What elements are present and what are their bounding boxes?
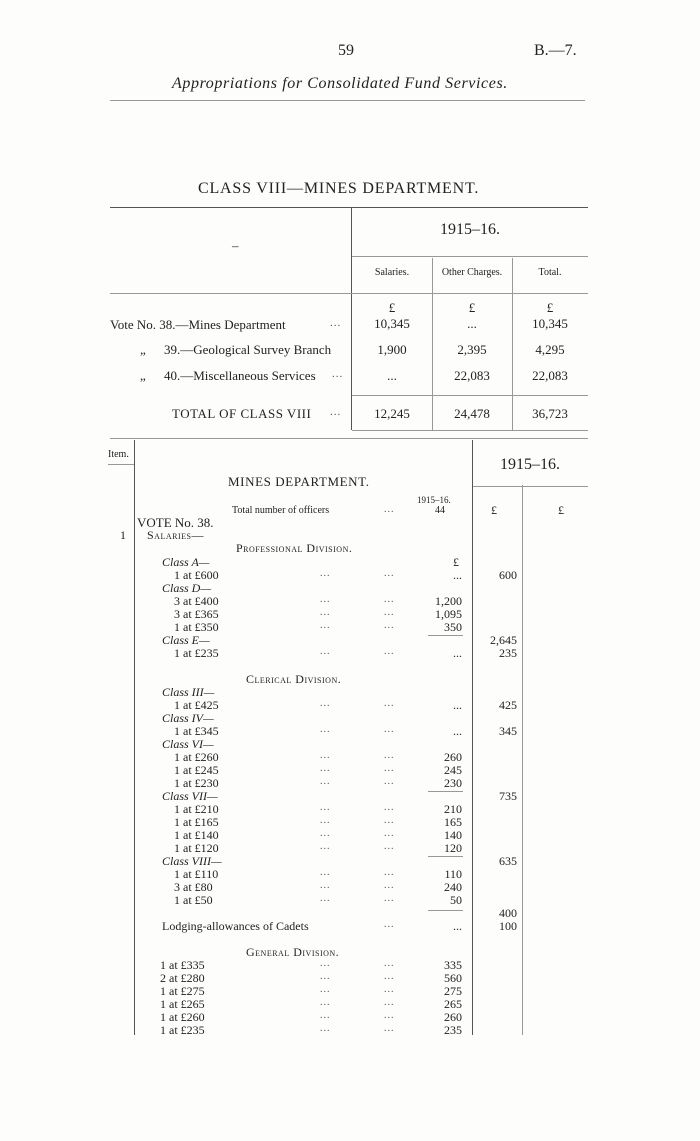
officers-count: 44 — [435, 505, 445, 516]
vote-39-total: 4,295 — [535, 342, 565, 357]
class-subtotal: 425 — [499, 698, 517, 712]
vote-40-other: 22,083 — [454, 368, 490, 383]
detail-heading: MINES DEPARTMENT. — [228, 474, 370, 489]
leader-dots: ... — [320, 867, 331, 878]
salary-line-label: 1 at £335 — [160, 958, 205, 972]
leader-dots: ... — [384, 763, 395, 774]
lodging-total: 100 — [499, 919, 517, 933]
salary-line-label: 1 at £600 — [174, 568, 219, 582]
salary-line-label: 1 at £235 — [160, 1023, 205, 1037]
salary-line-label: 1 at £50 — [174, 893, 213, 907]
class-iii-label: Class III— — [162, 685, 215, 699]
total-other: 24,478 — [454, 406, 490, 421]
detail-year: 1915–16. — [500, 456, 560, 473]
salary-line-amount: 335 — [444, 958, 462, 972]
vote-38-total: 10,345 — [532, 316, 568, 331]
salary-line-label: 1 at £425 — [174, 698, 219, 712]
item-number: 1 — [120, 528, 126, 542]
officers-year: 1915–16. — [417, 495, 451, 505]
leader-dots: ... — [320, 594, 331, 605]
leader-dots: ... — [320, 802, 331, 813]
total-salaries: 12,245 — [374, 406, 410, 421]
summary-year: 1915–16. — [440, 221, 500, 238]
salary-line-amount: ... — [453, 698, 462, 712]
col-header-total: Total. — [538, 267, 562, 278]
salary-line-amount: 110 — [444, 867, 462, 881]
col-header-salaries: Salaries. — [374, 267, 410, 278]
leader-dots: ... — [320, 997, 331, 1008]
leader-dots: ... — [384, 919, 395, 930]
summary-year-rule — [352, 256, 588, 257]
class-subtotal: 600 — [499, 568, 517, 582]
currency-total: £ — [546, 300, 554, 315]
leader-dots: ... — [384, 607, 395, 618]
salary-line-label: 1 at £210 — [174, 802, 219, 816]
salary-line-amount: 210 — [444, 802, 462, 816]
salary-line-amount: 275 — [444, 984, 462, 998]
salary-line-label: 1 at £140 — [174, 828, 219, 842]
leader-dots: ... — [320, 763, 331, 774]
col-header-other: Other Charges. — [441, 267, 503, 278]
leader-dots: ... — [384, 802, 395, 813]
leader-dots: ... — [384, 620, 395, 631]
class-subtotal: 2,645 — [490, 633, 517, 647]
salary-line-label: 1 at £260 — [174, 750, 219, 764]
leader-dots: ... — [320, 841, 331, 852]
class-vi-label: Class VI— — [162, 737, 214, 751]
detail-year-rule — [473, 486, 588, 487]
leader-dots: ... — [332, 368, 344, 380]
class-subtotal: 400 — [499, 906, 517, 920]
salary-line-label: 1 at £165 — [174, 815, 219, 829]
summary-stub-dash: – — [232, 238, 239, 253]
item-label-rule — [108, 464, 134, 465]
class-subtotal: 345 — [499, 724, 517, 738]
total-class-label: TOTAL OF CLASS VIII — [172, 406, 312, 421]
detail-currency-1: £ — [491, 503, 497, 517]
ditto-mark: „ — [140, 368, 146, 383]
subtotal-rule — [428, 635, 463, 636]
salary-line-amount: 1,095 — [435, 607, 462, 621]
salary-line-label: 1 at £235 — [174, 646, 219, 660]
subtotal-rule — [428, 910, 463, 911]
total-total: 36,723 — [532, 406, 568, 421]
salary-line-label: 1 at £230 — [174, 776, 219, 790]
leader-dots: ... — [384, 958, 395, 969]
salary-line-amount: 140 — [444, 828, 462, 842]
salary-line-label: 1 at £260 — [160, 1010, 205, 1024]
salary-line-amount: 165 — [444, 815, 462, 829]
salary-line-amount: 260 — [444, 750, 462, 764]
leader-dots: ... — [384, 594, 395, 605]
leader-dots: ... — [384, 698, 395, 709]
salary-line-amount: 230 — [444, 776, 462, 790]
vote-38-other: ... — [467, 316, 477, 331]
leader-dots: ... — [384, 646, 395, 657]
leader-dots: ... — [384, 815, 395, 826]
salary-line-amount: 350 — [444, 620, 462, 634]
summary-header-rule — [110, 293, 588, 294]
subtotal-rule — [428, 856, 463, 857]
leader-dots: ... — [320, 1010, 331, 1021]
salary-line-amount: 235 — [444, 1023, 462, 1037]
class-viii-label: Class VIII— — [162, 854, 222, 868]
leader-dots: ... — [384, 971, 395, 982]
summary-bottom-rule — [352, 430, 588, 431]
leader-dots: ... — [320, 984, 331, 995]
leader-dots: ... — [384, 997, 395, 1008]
leader-dots: ... — [320, 724, 331, 735]
vote-40-total: 22,083 — [532, 368, 568, 383]
leader-dots: ... — [384, 1023, 395, 1034]
class-e-label: Class E— — [162, 633, 210, 647]
lodging-amount: ... — [453, 919, 462, 933]
salary-line-amount: 245 — [444, 763, 462, 777]
leader-dots: ... — [320, 880, 331, 891]
leader-dots: ... — [320, 828, 331, 839]
leader-dots: ... — [384, 867, 395, 878]
salary-line-amount: ... — [453, 646, 462, 660]
salary-line-label: 2 at £280 — [160, 971, 205, 985]
vote-40-salaries: ... — [387, 368, 397, 383]
lodging-allowances-label: Lodging-allowances of Cadets — [162, 919, 309, 933]
vote-38-salaries: 10,345 — [374, 316, 410, 331]
leader-dots: ... — [384, 880, 395, 891]
page-number: 59 — [338, 42, 354, 59]
leader-dots: ... — [384, 504, 395, 515]
leader-dots: ... — [384, 724, 395, 735]
vote-38-label: Vote No. 38.—Mines Department — [110, 317, 286, 332]
salary-line-amount: 265 — [444, 997, 462, 1011]
salary-line-amount: 260 — [444, 1010, 462, 1024]
summary-title: CLASS VIII—MINES DEPARTMENT. — [198, 180, 480, 197]
document-reference: B.—7. — [534, 42, 577, 59]
leader-dots: ... — [384, 1010, 395, 1021]
item-column-label: Item. — [108, 449, 129, 460]
leader-dots: ... — [384, 568, 395, 579]
salary-line-amount: 240 — [444, 880, 462, 894]
professional-division-heading: Professional Division. — [236, 541, 353, 555]
salary-line-amount: 50 — [450, 893, 462, 907]
salary-line-label: 1 at £110 — [174, 867, 219, 881]
salary-line-label: 1 at £120 — [174, 841, 219, 855]
summary-total-rule — [352, 395, 588, 396]
leader-dots: ... — [320, 958, 331, 969]
leader-dots: ... — [384, 841, 395, 852]
leader-dots: ... — [384, 893, 395, 904]
vote-39-other: 2,395 — [457, 342, 487, 357]
class-subtotal: 635 — [499, 854, 517, 868]
salary-line-label: 1 at £265 — [160, 997, 205, 1011]
leader-dots: ... — [320, 620, 331, 631]
leader-dots: ... — [320, 776, 331, 787]
leader-dots: ... — [384, 750, 395, 761]
ditto-mark: „ — [140, 342, 146, 357]
salary-line-label: 1 at £345 — [174, 724, 219, 738]
leader-dots: ... — [330, 406, 342, 418]
class-iv-label: Class IV— — [162, 711, 214, 725]
leader-dots: ... — [320, 750, 331, 761]
class-vii-label: Class VII— — [162, 789, 218, 803]
salary-line-amount: ... — [453, 724, 462, 738]
amount-currency: £ — [453, 555, 459, 569]
salary-line-label: 3 at £365 — [174, 607, 219, 621]
currency-salaries: £ — [388, 300, 396, 315]
salary-line-label: 3 at £80 — [174, 880, 213, 894]
salary-line-amount: 120 — [444, 841, 462, 855]
salary-line-label: 1 at £350 — [174, 620, 219, 634]
officers-label: Total number of officers — [232, 505, 330, 516]
class-subtotal: 735 — [499, 789, 517, 803]
salaries-label: Salaries— — [147, 528, 204, 542]
subtotal-rule — [428, 791, 463, 792]
page-subtitle: Appropriations for Consolidated Fund Services. — [172, 75, 508, 92]
leader-dots: ... — [384, 776, 395, 787]
vote-40-label: 40.—Miscellaneous Services — [164, 368, 316, 383]
leader-dots: ... — [320, 698, 331, 709]
leader-dots: ... — [330, 317, 342, 329]
salary-line-label: 1 at £245 — [174, 763, 219, 777]
clerical-division-heading: Clerical Division. — [246, 672, 342, 686]
leader-dots: ... — [320, 893, 331, 904]
salary-line-amount: ... — [453, 568, 462, 582]
salary-line-amount: 1,200 — [435, 594, 462, 608]
general-division-heading: General Division. — [246, 945, 340, 959]
leader-dots: ... — [384, 984, 395, 995]
salary-line-label: 1 at £275 — [160, 984, 205, 998]
detail-currency-2: £ — [558, 503, 564, 517]
item-column-divider — [134, 440, 135, 1035]
leader-dots: ... — [320, 815, 331, 826]
currency-other: £ — [468, 300, 476, 315]
class-d-label: Class D— — [162, 581, 212, 595]
salary-line-label: 3 at £400 — [174, 594, 219, 608]
summary-top-rule — [110, 207, 588, 208]
vote-39-salaries: 1,900 — [377, 342, 407, 357]
leader-dots: ... — [320, 1023, 331, 1034]
class-subtotal: 235 — [499, 646, 517, 660]
vote-number: VOTE No. 38. — [137, 515, 214, 530]
leader-dots: ... — [320, 607, 331, 618]
detail-top-rule — [110, 438, 588, 439]
header-rule — [110, 100, 585, 101]
vote-39-label: 39.—Geological Survey Branch — [164, 342, 332, 357]
salary-line-amount: 560 — [444, 971, 462, 985]
leader-dots: ... — [384, 828, 395, 839]
leader-dots: ... — [320, 568, 331, 579]
leader-dots: ... — [320, 646, 331, 657]
class-a-label: Class A— — [162, 555, 210, 569]
total-column-divider — [522, 485, 523, 1035]
leader-dots: ... — [320, 971, 331, 982]
